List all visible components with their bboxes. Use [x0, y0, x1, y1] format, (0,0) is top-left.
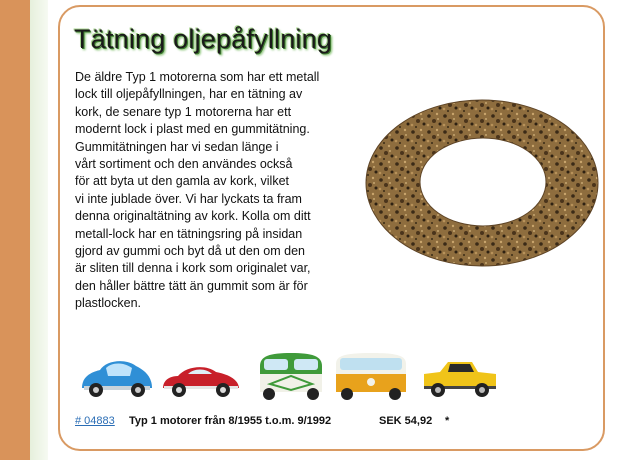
thing-type181-icon — [420, 354, 500, 400]
description-line: plastlocken. — [75, 296, 142, 311]
description-line: för att byta ut den gamla av kork, vilket — [75, 174, 289, 189]
description-line: Gummitätningen har vi sedan länge i — [75, 139, 279, 154]
article-number-link[interactable]: # 04883 — [75, 415, 115, 427]
cork-gasket-image — [362, 96, 602, 270]
note-marker: * — [445, 415, 450, 427]
description-line: lock till oljepåfyllningen, har en tätning av — [75, 87, 303, 102]
description-line: De äldre Typ 1 motorerna som har ett metall — [75, 70, 320, 84]
description-line: gjord av gummi och byt då ut den om den — [75, 244, 305, 259]
description-line: modernt lock i plast med en gummitätning. — [75, 122, 310, 137]
karmann-ghia-car-icon — [160, 356, 242, 400]
price-label: SEK 54,92 — [379, 415, 433, 427]
page-title: Tätning oljepåfyllning — [74, 24, 333, 54]
left-green-stripe — [30, 0, 48, 460]
product-description — [75, 69, 365, 313]
description-line: den håller bättre tätt än gummit som är för — [75, 278, 308, 293]
description-line: metall-lock har en tätningsring på insidan — [75, 226, 303, 241]
beetle-car-icon — [78, 354, 156, 400]
left-orange-stripe — [0, 0, 30, 460]
description-line: vi inte jublade över. Vi har lyckats ta fram — [75, 191, 302, 206]
bay-window-bus-icon — [332, 350, 410, 402]
description-line: vårt sortiment och den användes också — [75, 157, 293, 172]
description-line: är sliten till denna i kork som originalet var, — [75, 261, 311, 276]
fitment-description: Typ 1 motorer från 8/1955 t.o.m. 9/1992 — [129, 415, 332, 427]
description-line: kork, de senare typ 1 motorerna har ett — [75, 104, 292, 119]
description-line: denna originaltätning av kork. Kolla om ditt — [75, 209, 311, 224]
split-window-bus-icon — [256, 350, 326, 402]
